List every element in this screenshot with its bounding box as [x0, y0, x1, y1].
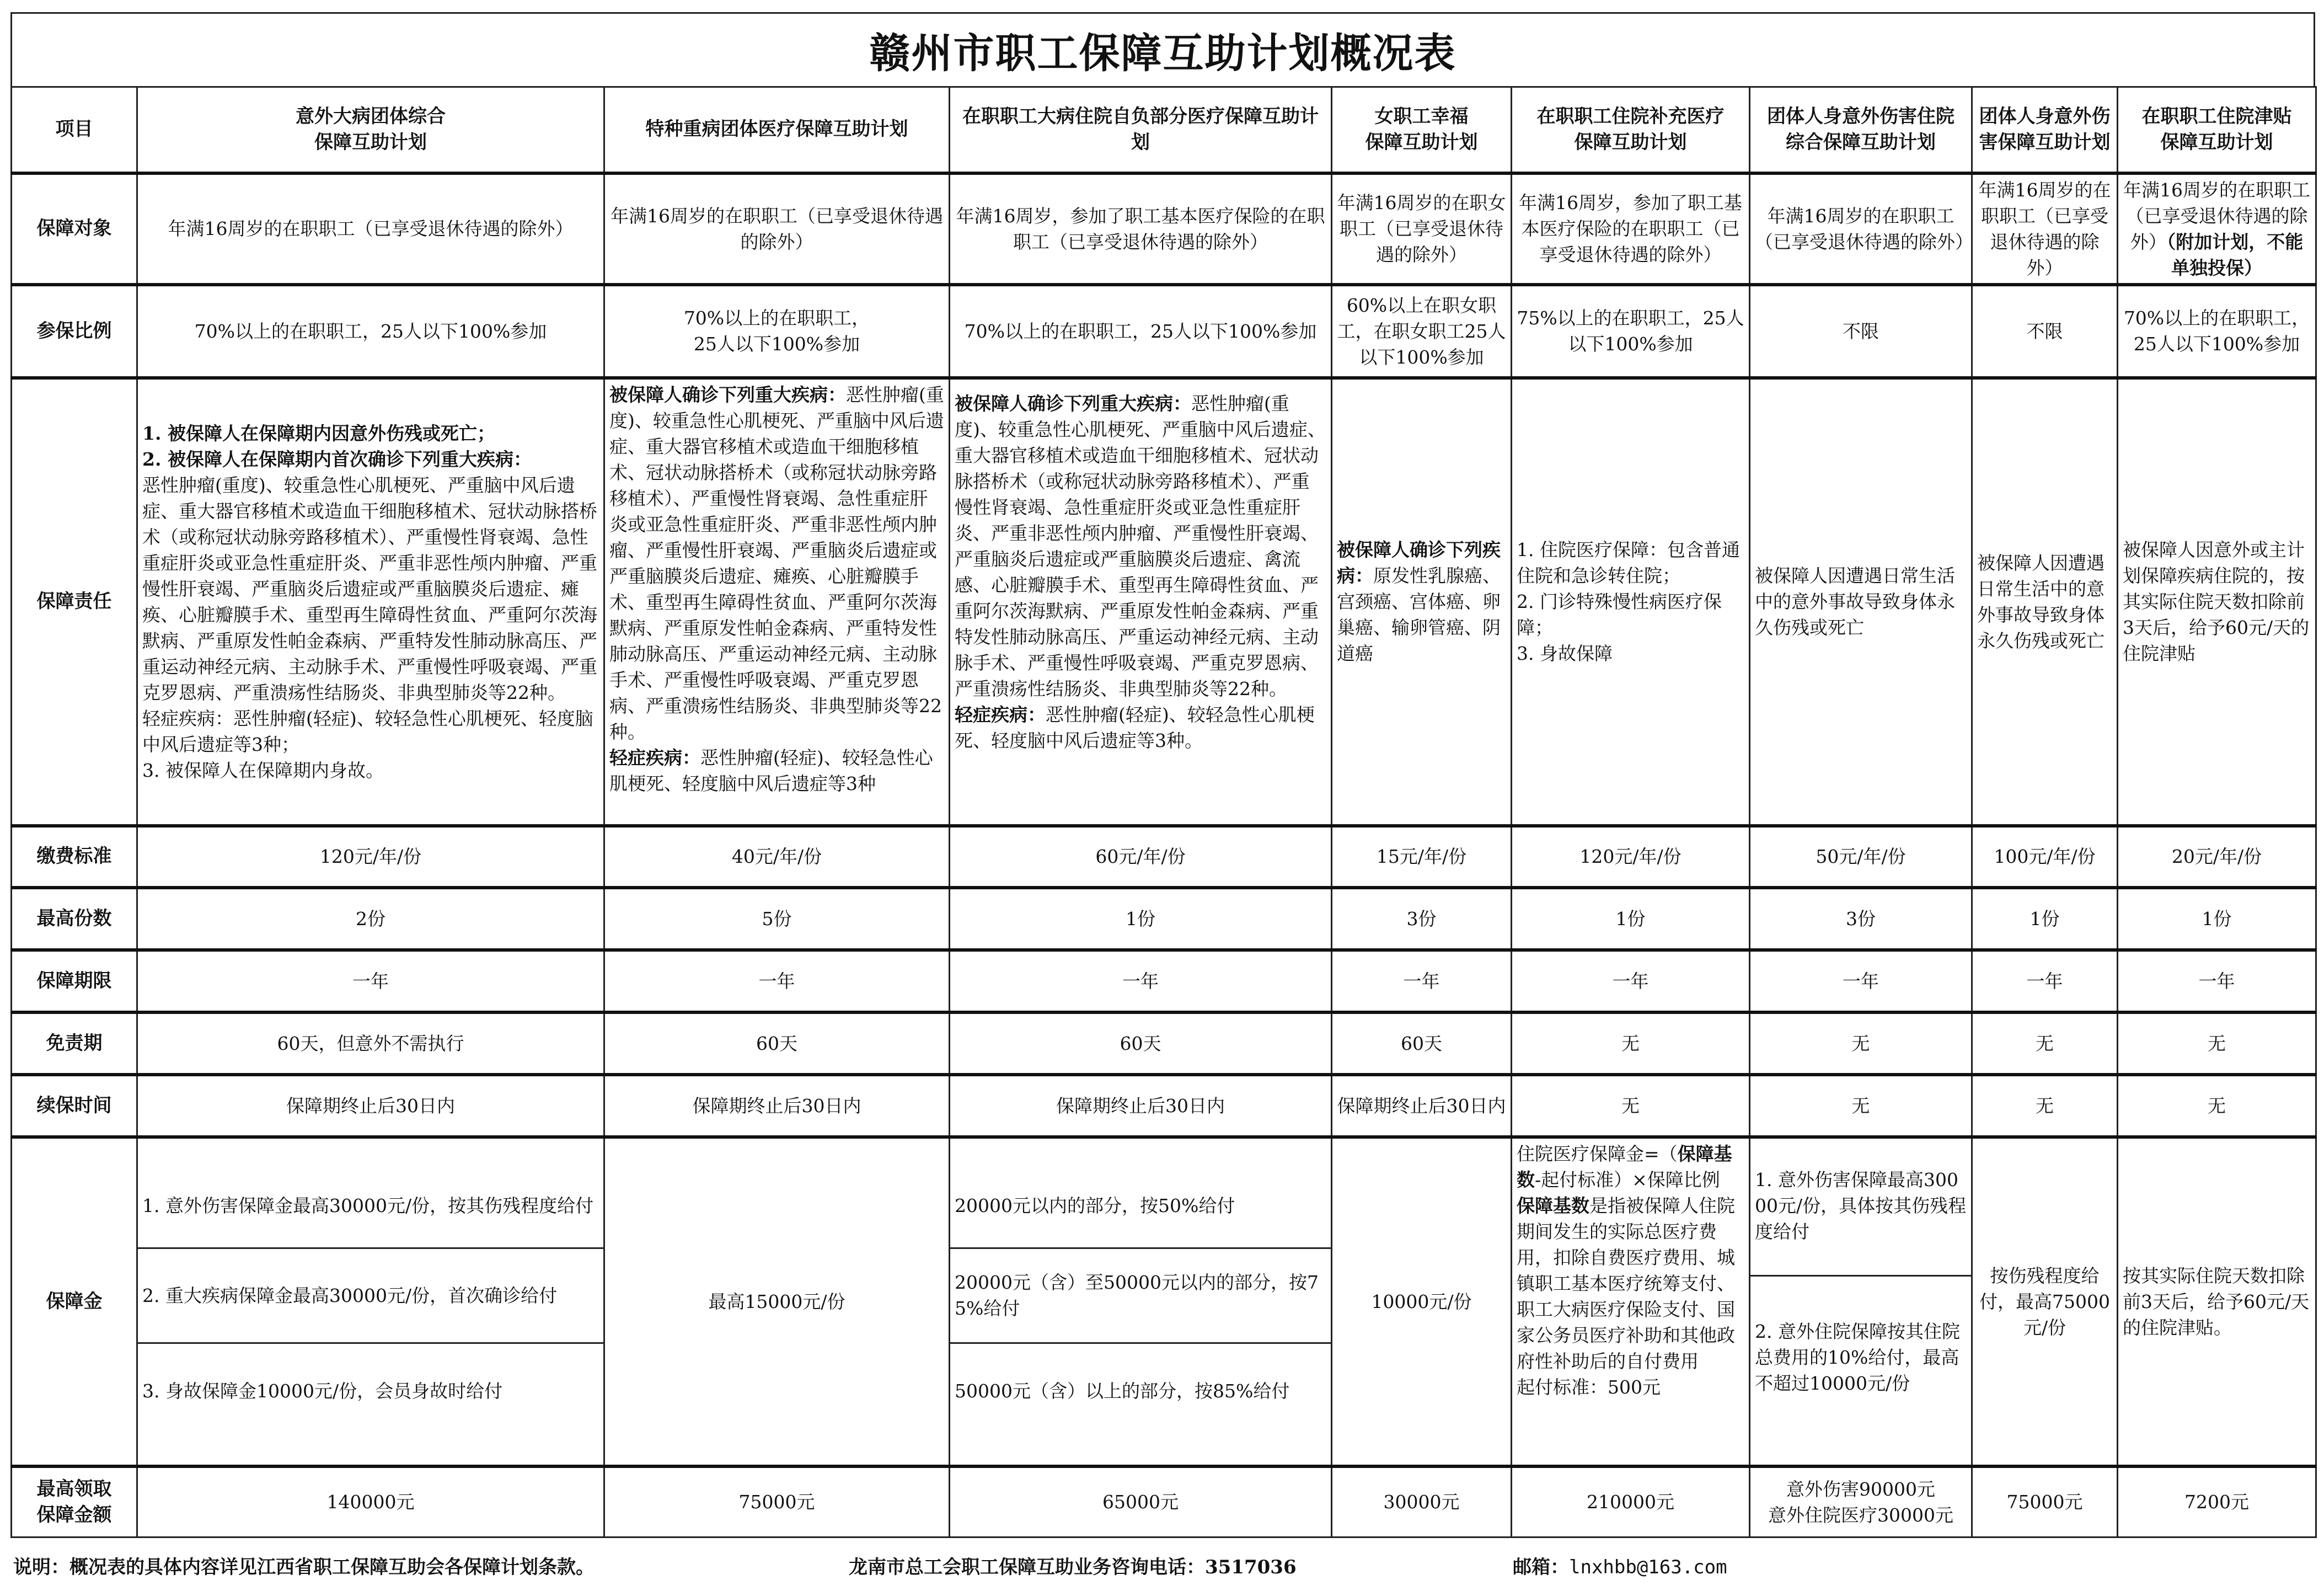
cell: 年满16周岁的在职女职工（已享受退休待遇的除外） — [1332, 173, 1512, 285]
row-label: 保障责任 — [12, 378, 137, 826]
cell — [1332, 378, 1512, 826]
cell: 被保障人因意外或主计划保障疾病住院的，按其实际住院天数扣除前3天后，给予60元/天的住院津贴 — [2118, 378, 2316, 826]
cell: 无 — [2118, 1075, 2316, 1137]
cell: 保障期终止后30日内 — [950, 1075, 1332, 1137]
cell: 无 — [1972, 1012, 2118, 1075]
formula-term: 保障基数 — [1517, 1142, 1732, 1190]
row-label: 保障期限 — [12, 950, 137, 1012]
cell — [950, 1137, 1332, 1466]
cell: 120元/年/份 — [137, 826, 604, 888]
cell: 70%以上的在职职工，25人以下100%参加 — [137, 285, 604, 378]
cell: 年满16周岁的在职职工（已享受退休待遇的除外） — [604, 173, 950, 285]
cell: 一年 — [950, 950, 1332, 1012]
benefit-part: 2. 重大疾病保障金最高30000元/份，首次确诊给付 — [138, 1247, 603, 1342]
row-label: 参保比例 — [12, 285, 137, 378]
cell: 一年 — [137, 950, 604, 1012]
header-row — [12, 87, 2316, 173]
cell: 210000元 — [1512, 1466, 1750, 1537]
cell: 一年 — [1750, 950, 1972, 1012]
row-max-benefit — [12, 1466, 2316, 1537]
cell: 保障期终止后30日内 — [604, 1075, 950, 1137]
row-label: 免责期 — [12, 1012, 137, 1075]
cell: 65000元 — [950, 1466, 1332, 1537]
cell: 60天 — [950, 1012, 1332, 1075]
cell: 被保障人因遭遇日常生活中的意外事故导致身体永久伤残或死亡 — [1972, 378, 2118, 826]
cell: 120元/年/份 — [1512, 826, 1750, 888]
cell: 60%以上在职女职工，在职女职工25人以下100%参加 — [1332, 285, 1512, 378]
footer-hotline: 龙南市总工会职工保障互助业务咨询电话：3517036 — [849, 1556, 1297, 1578]
cell: 一年 — [1512, 950, 1750, 1012]
benefit-part: 50000元（含）以上的部分，按85%给付 — [950, 1342, 1331, 1439]
cell: 年满16周岁的在职职工（已享受退休待遇的除外） — [137, 173, 604, 285]
cell: 1. 住院医疗保障：包含普通住院和急诊转住院； 2. 门诊特殊慢性病医疗保障； 3. 身故保障 — [1512, 378, 1750, 826]
cell: 20元/年/份 — [2118, 826, 2316, 888]
clause: 轻症疾病： — [609, 746, 700, 768]
header-plan: 女职工幸福 保障互助计划 — [1332, 87, 1512, 173]
clause: 被保障人确诊下列重大疾病： — [955, 392, 1191, 414]
row-benefit — [12, 1137, 2316, 1466]
cell: 2份 — [137, 888, 604, 950]
summary-sheet — [10, 0, 2315, 1591]
clause: 轻症疾病：恶性肿瘤(轻症)、较轻急性心肌梗死、轻度脑中风后遗症等3种； — [142, 707, 593, 755]
clause: 3. 被保障人在保障期内身故。 — [142, 759, 384, 781]
row-period — [12, 950, 2316, 1012]
cell-text: 年满16周岁的在职职工（已享受退休待遇的除外） — [2123, 179, 2310, 253]
benefit-part: 20000元以内的部分，按50%给付 — [955, 1195, 1235, 1216]
cell: 最高15000元/份 — [604, 1137, 950, 1466]
row-max-shares — [12, 888, 2316, 950]
cell — [604, 378, 950, 826]
cell: 7200元 — [2118, 1466, 2316, 1537]
clause: 恶性肿瘤(轻症)、较轻急性心肌梗死、轻度脑中风后遗症等3种。 — [955, 703, 1315, 751]
row-label: 缴费标准 — [12, 826, 137, 888]
clause: 原发性乳腺癌、宫颈癌、宫体癌、卵巢癌、输卵管癌、阴道癌 — [1337, 565, 1501, 664]
cell: 3份 — [1750, 888, 1972, 950]
row-label: 保障金 — [12, 1137, 137, 1466]
clause: 恶性肿瘤(轻症)、较轻急性心肌梗死、轻度脑中风后遗症等3种 — [609, 746, 933, 794]
cell: 一年 — [1332, 950, 1512, 1012]
row-label: 最高份数 — [12, 888, 137, 950]
cell — [1512, 1137, 1750, 1466]
header-plan: 在职职工住院补充医疗 保障互助计划 — [1512, 87, 1750, 173]
cell: 30000元 — [1332, 1466, 1512, 1537]
row-ratio — [12, 285, 2316, 378]
cell: 一年 — [604, 950, 950, 1012]
cell: 按伤残程度给付，最高75000元/份 — [1972, 1137, 2118, 1466]
cell: 无 — [1750, 1075, 1972, 1137]
clause: 被保障人确诊下列疾病： — [1337, 539, 1501, 586]
cell: 75000元 — [604, 1466, 950, 1537]
cell: 1份 — [950, 888, 1332, 950]
clause: 恶性肿瘤(重度)、较重急性心肌梗死、严重脑中风后遗症、重大器官移植术或造血干细胞移植术、冠状动脉搭桥术（或称冠状动脉旁路移植术）、严重慢性肾衰竭、急性重症肝炎或亚急性重症肝炎、严重非恶性颅内肿瘤、严重慢性肝衰竭、严重脑炎后遗症或严重脑膜炎后遗症、禽流感、心脏瓣膜手术、重型再生障碍性贫血、严重阿尔茨海默病、严重原发性帕金森病、严重特发性肺动脉高压、严重运动神经元病、主动脉手术、严重慢性呼吸衰竭、严重克罗恩病、严重溃疡性结肠炎、非典型肺炎等22种。 — [955, 392, 1326, 700]
cell: 60元/年/份 — [950, 826, 1332, 888]
header-plan: 特种重病团体医疗保障互助计划 — [604, 87, 950, 173]
footer-note: 说明：概况表的具体内容详见江西省职工保障互助会各保障计划条款。 — [13, 1556, 595, 1578]
cell: 无 — [1512, 1012, 1750, 1075]
header-plan: 在职职工大病住院自负部分医疗保障互助计划 — [950, 87, 1332, 173]
cell — [1750, 1137, 1972, 1466]
benefit-part: 1. 意外伤害保障金最高30000元/份，按其伤残程度给付 — [142, 1195, 594, 1216]
cell: 5份 — [604, 888, 950, 950]
cell: 60天，但意外不需执行 — [137, 1012, 604, 1075]
cell: 年满16周岁，参加了职工基本医疗保险的在职职工（已享受退休待遇的除外） — [1512, 173, 1750, 285]
footer — [10, 1538, 2315, 1591]
header-plan: 团体人身意外伤害保障互助计划 — [1972, 87, 2118, 173]
cell: 1份 — [1512, 888, 1750, 950]
cell: 不限 — [1750, 285, 1972, 378]
cell: 无 — [1750, 1012, 1972, 1075]
row-target — [12, 173, 2316, 285]
cell: 60天 — [604, 1012, 950, 1075]
cell: 无 — [2118, 1012, 2316, 1075]
clause: 1. 被保障人在保障期内因意外伤残或死亡； — [142, 422, 495, 444]
cell: 年满16周岁的在职职工（已享受退休待遇的除外） — [1972, 173, 2118, 285]
cell: 10000元/份 — [1332, 1137, 1512, 1466]
attachment-note: （附加计划，不能单独投保） — [2166, 231, 2304, 279]
cell: 50元/年/份 — [1750, 826, 1972, 888]
formula: 住院医疗保障金=（ — [1517, 1142, 1678, 1165]
cell: 一年 — [2118, 950, 2316, 1012]
benefit-part: 3. 身故保障金10000元/份，会员身故时给付 — [138, 1342, 603, 1439]
row-label: 续保时间 — [12, 1075, 137, 1137]
cell: 按其实际住院天数扣除前3天后，给予60元/天的住院津贴。 — [2118, 1137, 2316, 1466]
cell: 70%以上的在职职工， 25人以下100%参加 — [2118, 285, 2316, 378]
cell: 被保障人因遭遇日常生活中的意外事故导致身体永久伤残或死亡 — [1750, 378, 1972, 826]
cell: 15元/年/份 — [1332, 826, 1512, 888]
clause: 恶性肿瘤(重度)、较重急性心肌梗死、严重脑中风后遗症、重大器官移植术或造血干细胞移植术、冠状动脉搭桥术（或称冠状动脉旁路移植术）、严重慢性肾衰竭、急性重症肝炎或亚急性重症肝炎、严重非恶性颅内肿瘤、严重慢性肝衰竭、严重脑炎后遗症或严重脑膜炎后遗症、瘫痪、心脏瓣膜手术、重型再生障碍性贫血、严重阿尔茨海默病、严重原发性帕金森病、严重特发性肺动脉高压、严重运动神经元病、主动脉手术、严重慢性呼吸衰竭、严重克罗恩病、严重溃疡性结肠炎、非典型肺炎等22种。 — [609, 383, 944, 743]
cell: 无 — [1512, 1075, 1750, 1137]
cell: 60天 — [1332, 1012, 1512, 1075]
header-plan: 意外大病团体综合 保障互助计划 — [137, 87, 604, 173]
cell: 保障期终止后30日内 — [1332, 1075, 1512, 1137]
header-plan: 团体人身意外伤害住院 综合保障互助计划 — [1750, 87, 1972, 173]
definition: 是指被保障人住院期间发生的实际总医疗费用，扣除自费医疗费用、城镇职工基本医疗统筹支付、职工大病医疗保险支付、国家公务员医疗补助和其他政府性补助后的自付费用 — [1517, 1194, 1735, 1372]
page-title: 赣州市职工保障互助计划概况表 — [10, 12, 2315, 86]
cell: 意外伤害90000元 意外住院医疗30000元 — [1750, 1466, 1972, 1537]
cell — [2118, 173, 2316, 285]
header-item: 项目 — [12, 87, 137, 173]
cell: 70%以上的在职职工， 25人以下100%参加 — [604, 285, 950, 378]
cell: 3份 — [1332, 888, 1512, 950]
cell: 70%以上的在职职工，25人以下100%参加 — [950, 285, 1332, 378]
cell: 75000元 — [1972, 1466, 2118, 1537]
row-label: 保障对象 — [12, 173, 137, 285]
cell — [137, 378, 604, 826]
cell — [137, 1137, 604, 1466]
cell: 一年 — [1972, 950, 2118, 1012]
cell: 40元/年/份 — [604, 826, 950, 888]
clause: 轻症疾病： — [955, 703, 1046, 725]
footer-email — [1513, 1555, 2315, 1580]
plans-table — [10, 86, 2317, 1538]
row-exemption — [12, 1012, 2316, 1075]
email-link[interactable]: lnxhbb@163.com — [1569, 1556, 1727, 1578]
cell: 年满16周岁，参加了职工基本医疗保险的在职职工（已享受退休待遇的除外） — [950, 173, 1332, 285]
benefit-part: 1. 意外伤害保障最高30000元/份，具体按其伤残程度给付 — [1755, 1168, 1967, 1242]
clause: 恶性肿瘤(重度)、较重急性心肌梗死、严重脑中风后遗症、重大器官移植术或造血干细胞移植术、冠状动脉搭桥术（或称冠状动脉旁路移植术）、严重慢性肾衰竭、急性重症肝炎或亚急性重症肝炎、严重非恶性颅内肿瘤、严重慢性肝衰竭、严重脑炎后遗症或严重脑膜炎后遗症、瘫痪、心脏瓣膜手术、重型再生障碍性贫血、严重阿尔茨海默病、严重原发性帕金森病、严重特发性肺动脉高压、严重运动神经元病、主动脉手术、严重慢性呼吸衰竭、严重克罗恩病、严重溃疡性结肠炎、非典型肺炎等22种。 — [142, 474, 597, 703]
clause: 2. 被保障人在保障期内首次确诊下列重大疾病： — [142, 448, 532, 470]
email-label: 邮箱： — [1513, 1556, 1569, 1578]
formula-term: 保障基数 — [1517, 1194, 1589, 1216]
cell: 年满16周岁的在职职工（已享受退休待遇的除外） — [1750, 173, 1972, 285]
benefit-part: 2. 意外住院保障按其住院总费用的10%给付，最高不超过10000元/份 — [1750, 1275, 1971, 1439]
deductible: 起付标准：500元 — [1517, 1376, 1661, 1398]
cell: 1份 — [2118, 888, 2316, 950]
clause: 被保障人确诊下列重大疾病： — [609, 383, 846, 405]
row-fee — [12, 826, 2316, 888]
row-label: 最高领取 保障金额 — [12, 1466, 137, 1537]
header-plan: 在职职工住院津贴 保障互助计划 — [2118, 87, 2316, 173]
cell: 无 — [1972, 1075, 2118, 1137]
cell — [950, 378, 1332, 826]
cell: 1份 — [1972, 888, 2118, 950]
cell: 75%以上的在职职工，25人以下100%参加 — [1512, 285, 1750, 378]
row-responsibility — [12, 378, 2316, 826]
cell: 140000元 — [137, 1466, 604, 1537]
row-renewal — [12, 1075, 2316, 1137]
formula: -起付标准）×保障比例 — [1535, 1168, 1720, 1190]
cell: 100元/年/份 — [1972, 826, 2118, 888]
benefit-part: 20000元（含）至50000元以内的部分，按75%给付 — [950, 1247, 1331, 1342]
cell: 不限 — [1972, 285, 2118, 378]
cell: 保障期终止后30日内 — [137, 1075, 604, 1137]
